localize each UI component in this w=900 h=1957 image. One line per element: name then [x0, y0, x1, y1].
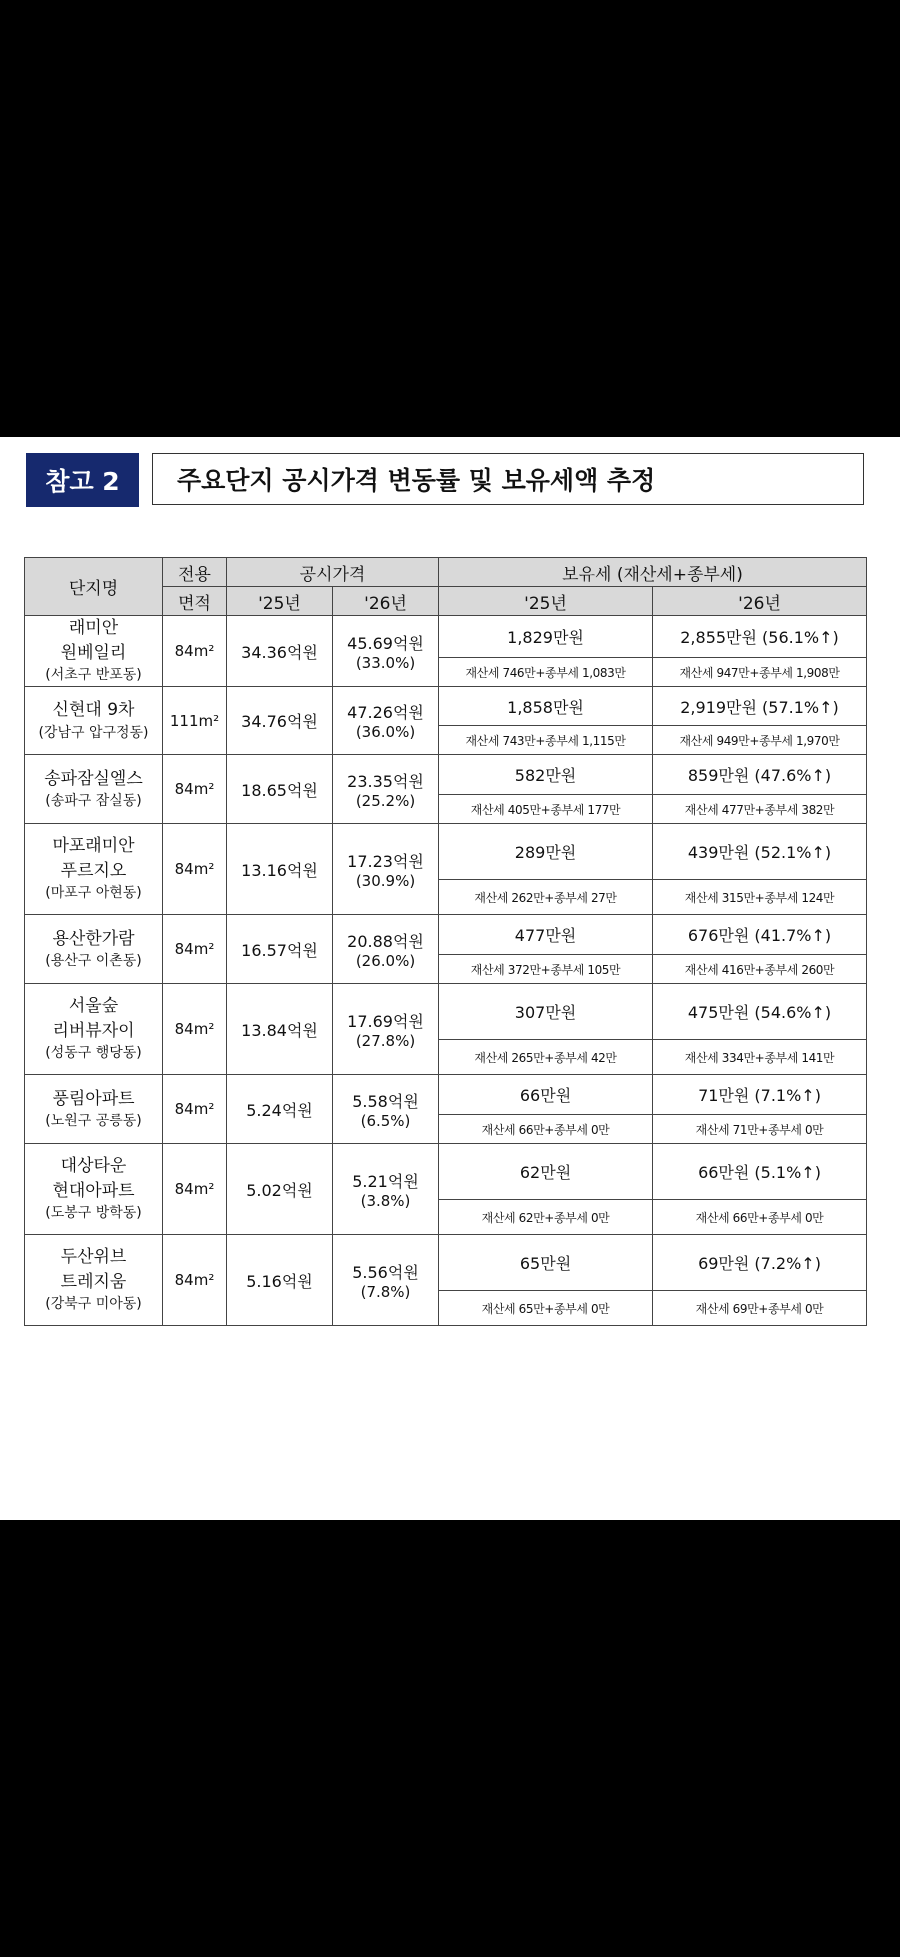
complex-price-tax-table [24, 557, 867, 1326]
price-2026-value: 45.69억원 [347, 633, 424, 653]
area-cell: 111m² [163, 687, 227, 755]
reference-tag: 참고 2 [26, 453, 139, 507]
header-price-25: '25년 [227, 587, 333, 616]
complex-cell [25, 915, 163, 984]
tax-2026-breakdown: 재산세 69만+종부세 0만 [653, 1291, 867, 1326]
header-price-group: 공시가격 [227, 558, 439, 587]
complex-name: 두산위브 [60, 1247, 127, 1268]
price-2025-cell: 34.36억원 [227, 616, 333, 687]
complex-name: 현대아파트 [52, 1180, 135, 1201]
complex-cell [25, 1144, 163, 1235]
price-2026-cell [333, 755, 439, 824]
header-complex: 단지명 [25, 558, 163, 616]
tax-2025-total: 289만원 [439, 824, 653, 880]
header-area-line2: 면적 [163, 587, 227, 616]
area-cell: 84m² [163, 1075, 227, 1144]
complex-name: 용산한가람 [52, 928, 135, 949]
header-area-line1: 전용 [163, 558, 227, 587]
price-change-rate: (6.5%) [360, 1111, 411, 1130]
tax-2025-total: 62만원 [439, 1144, 653, 1200]
table-row [25, 1075, 867, 1115]
complex-cell [25, 824, 163, 915]
tax-2026-total: 69만원 (7.2%↑) [653, 1235, 867, 1291]
complex-cell [25, 1075, 163, 1144]
price-2025-cell: 34.76억원 [227, 687, 333, 755]
tax-2026-breakdown: 재산세 949만+종부세 1,970만 [653, 726, 867, 755]
title-row [26, 453, 866, 507]
table-row [25, 616, 867, 658]
price-2025-cell: 5.16억원 [227, 1235, 333, 1326]
tax-2026-total: 66만원 (5.1%↑) [653, 1144, 867, 1200]
table-body [25, 616, 867, 1326]
tax-2025-total: 307만원 [439, 984, 653, 1040]
price-2025-cell: 16.57억원 [227, 915, 333, 984]
price-change-rate: (30.9%) [355, 871, 416, 890]
complex-location: (송파구 잠실동) [45, 793, 142, 810]
price-change-rate: (3.8%) [360, 1191, 411, 1210]
tax-2025-total: 582만원 [439, 755, 653, 795]
price-2026-cell [333, 824, 439, 915]
tax-2026-breakdown: 재산세 416만+종부세 260만 [653, 955, 867, 984]
table-row [25, 687, 867, 726]
tax-2025-breakdown: 재산세 262만+종부세 27만 [439, 880, 653, 915]
tax-2025-total: 477만원 [439, 915, 653, 955]
complex-name: 송파잠실엘스 [44, 768, 143, 789]
area-cell: 84m² [163, 824, 227, 915]
price-2026-value: 23.35억원 [347, 771, 424, 791]
complex-name: 원베일리 [60, 642, 127, 663]
header-tax-25: '25년 [439, 587, 653, 616]
price-2025-cell: 5.02억원 [227, 1144, 333, 1235]
complex-cell [25, 984, 163, 1075]
tax-2026-total: 2,855만원 (56.1%↑) [653, 616, 867, 658]
price-2026-cell [333, 1075, 439, 1144]
tax-2026-breakdown: 재산세 71만+종부세 0만 [653, 1115, 867, 1144]
price-2026-cell [333, 1235, 439, 1326]
tax-2025-total: 66만원 [439, 1075, 653, 1115]
tax-2025-total: 1,858만원 [439, 687, 653, 726]
tax-2026-breakdown: 재산세 334만+종부세 141만 [653, 1040, 867, 1075]
price-2026-cell [333, 915, 439, 984]
complex-location: (용산구 이촌동) [45, 953, 142, 970]
tax-2026-breakdown: 재산세 947만+종부세 1,908만 [653, 658, 867, 687]
tax-2026-breakdown: 재산세 477만+종부세 382만 [653, 795, 867, 824]
tax-2025-breakdown: 재산세 746만+종부세 1,083만 [439, 658, 653, 687]
tax-2025-breakdown: 재산세 372만+종부세 105만 [439, 955, 653, 984]
price-change-rate: (7.8%) [360, 1282, 411, 1301]
tax-2025-total: 1,829만원 [439, 616, 653, 658]
price-2026-cell [333, 984, 439, 1075]
price-change-rate: (33.0%) [355, 653, 416, 672]
price-change-rate: (27.8%) [355, 1031, 416, 1050]
complex-name: 대상타운 [60, 1156, 127, 1177]
complex-name: 풍림아파트 [52, 1088, 135, 1109]
price-2025-cell: 13.84억원 [227, 984, 333, 1075]
price-change-rate: (26.0%) [355, 951, 416, 970]
complex-cell [25, 687, 163, 755]
tax-2026-breakdown: 재산세 66만+종부세 0만 [653, 1200, 867, 1235]
table-row [25, 984, 867, 1040]
complex-name: 트레지움 [60, 1271, 127, 1292]
table-row [25, 915, 867, 955]
price-change-rate: (25.2%) [355, 791, 416, 810]
header-tax-26: '26년 [653, 587, 867, 616]
complex-name: 마포래미안 [52, 836, 135, 857]
complex-name: 신현대 9차 [52, 700, 135, 721]
complex-cell [25, 616, 163, 687]
area-cell: 84m² [163, 915, 227, 984]
area-cell: 84m² [163, 616, 227, 687]
complex-location: (성동구 행당동) [45, 1045, 142, 1062]
price-2026-cell [333, 616, 439, 687]
price-2026-value: 47.26억원 [347, 703, 424, 722]
area-cell: 84m² [163, 1235, 227, 1326]
tax-2025-breakdown: 재산세 743만+종부세 1,115만 [439, 726, 653, 755]
header-price-26: '26년 [333, 587, 439, 616]
tax-2025-breakdown: 재산세 66만+종부세 0만 [439, 1115, 653, 1144]
complex-location: (강북구 미아동) [45, 1296, 142, 1313]
complex-location: (서초구 반포동) [45, 667, 142, 684]
area-cell: 84m² [163, 1144, 227, 1235]
price-2026-value: 20.88억원 [347, 931, 424, 951]
tax-2025-breakdown: 재산세 65만+종부세 0만 [439, 1291, 653, 1326]
price-2025-cell: 18.65억원 [227, 755, 333, 824]
price-2026-value: 5.56억원 [352, 1262, 419, 1282]
complex-location: (강남구 압구정동) [38, 724, 149, 741]
complex-name: 리버뷰자이 [52, 1020, 135, 1041]
tax-2026-total: 71만원 (7.1%↑) [653, 1075, 867, 1115]
table-row [25, 1235, 867, 1291]
header-tax-group: 보유세 (재산세+종부세) [439, 558, 867, 587]
tax-2026-total: 859만원 (47.6%↑) [653, 755, 867, 795]
price-2026-cell [333, 687, 439, 755]
complex-cell [25, 755, 163, 824]
price-change-rate: (36.0%) [355, 723, 416, 741]
tax-2025-breakdown: 재산세 62만+종부세 0만 [439, 1200, 653, 1235]
price-2026-value: 17.69억원 [347, 1011, 424, 1031]
document-page [0, 437, 900, 1520]
table-row [25, 824, 867, 880]
tax-2026-total: 475만원 (54.6%↑) [653, 984, 867, 1040]
complex-name: 래미안 [68, 618, 119, 639]
tax-2025-breakdown: 재산세 405만+종부세 177만 [439, 795, 653, 824]
price-2026-value: 5.21억원 [352, 1171, 419, 1191]
tax-2026-breakdown: 재산세 315만+종부세 124만 [653, 880, 867, 915]
price-2026-value: 5.58억원 [352, 1091, 419, 1111]
complex-name: 서울숲 [68, 996, 119, 1017]
complex-location: (도봉구 방학동) [45, 1205, 142, 1222]
tax-2025-total: 65만원 [439, 1235, 653, 1291]
tax-2026-total: 439만원 (52.1%↑) [653, 824, 867, 880]
complex-cell [25, 1235, 163, 1326]
tax-2026-total: 676만원 (41.7%↑) [653, 915, 867, 955]
table-row [25, 755, 867, 795]
area-cell: 84m² [163, 984, 227, 1075]
complex-name: 푸르지오 [60, 860, 127, 881]
price-2026-cell [333, 1144, 439, 1235]
page-title: 주요단지 공시가격 변동률 및 보유세액 추정 [152, 453, 864, 505]
complex-location: (노원구 공릉동) [45, 1113, 142, 1130]
price-2025-cell: 5.24억원 [227, 1075, 333, 1144]
tax-2025-breakdown: 재산세 265만+종부세 42만 [439, 1040, 653, 1075]
area-cell: 84m² [163, 755, 227, 824]
price-2026-value: 17.23억원 [347, 851, 424, 871]
tax-2026-total: 2,919만원 (57.1%↑) [653, 687, 867, 726]
price-2025-cell: 13.16억원 [227, 824, 333, 915]
complex-location: (마포구 아현동) [45, 885, 142, 902]
table-row [25, 1144, 867, 1200]
